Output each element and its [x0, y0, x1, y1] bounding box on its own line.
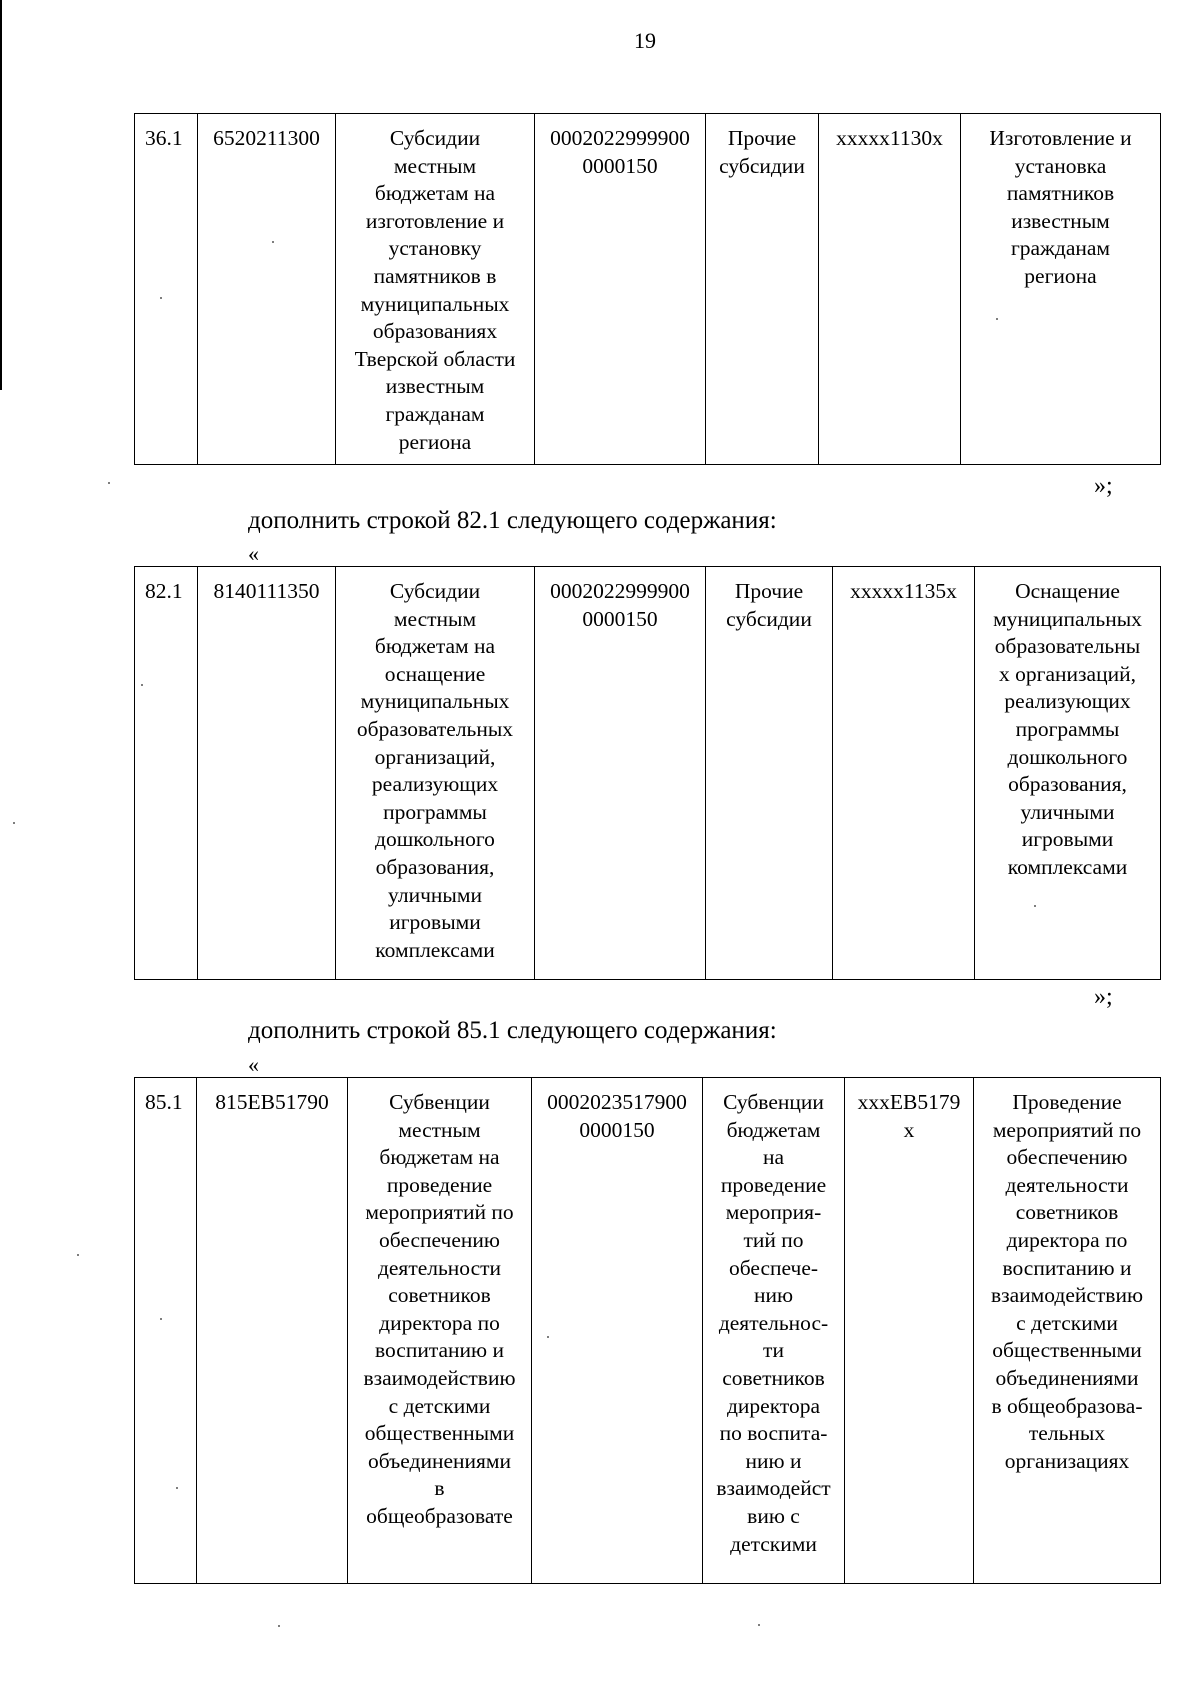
scan-speck [160, 297, 162, 299]
table-row [135, 114, 1161, 465]
row-number-cell: 85.1 [135, 1078, 197, 1584]
code-mask-cell: xxxEB5179 x [845, 1078, 974, 1584]
target-article-code-cell: 6520211300 [198, 114, 336, 465]
target-article-code-cell: 815EB51790 [197, 1078, 348, 1584]
scan-speck [160, 1318, 162, 1320]
table-row [135, 567, 1161, 980]
table-row [135, 1078, 1161, 1584]
instruction-text: дополнить строкой 85.1 следующего содержания: [248, 1017, 777, 1044]
opening-quote: « [248, 541, 259, 566]
income-name-cell: Субвенции бюджетам на проведение мероприя- тий по обеспече- нию деятельнос- ти советников директора по воспита- нию и взаимодейст вию с детскими [703, 1078, 845, 1584]
scan-speck [77, 1254, 79, 1256]
scan-speck [108, 482, 110, 484]
closing-quote: »; [1094, 473, 1113, 499]
scan-speck [176, 1487, 178, 1489]
closing-quote: »; [1094, 984, 1113, 1010]
row-number-cell: 36.1 [135, 114, 198, 465]
target-article-code-cell: 8140111350 [198, 567, 336, 980]
purpose-cell: Изготовление и установка памятников известным гражданам региона [961, 114, 1161, 465]
code-mask-cell: xxxxx1130x [819, 114, 961, 465]
income-code-cell: 0002022999900 0000150 [535, 567, 706, 980]
purpose-cell: Проведение мероприятий по обеспечению деятельности советников директора по воспитанию и взаимодействию с детскими общественными объединениями в общеобразова- тельных организациях [974, 1078, 1161, 1584]
row-number-cell: 82.1 [135, 567, 198, 980]
income-name-cell: Прочие субсидии [706, 567, 833, 980]
scan-speck [547, 1336, 549, 1338]
purpose-cell: Оснащение муниципальных образовательны х организаций, реализующих программы дошкольного образования, уличными игровыми комплексами [975, 567, 1161, 980]
scan-speck [758, 1624, 760, 1626]
scan-speck [141, 684, 143, 686]
target-article-name-cell: Субсидии местным бюджетам на оснащение муниципальных образовательных организаций, реализующих программы дошкольного образования, уличными игровыми комплексами [336, 567, 535, 980]
scan-speck [272, 241, 274, 243]
table-row-85-1 [134, 1077, 1161, 1584]
page-number: 19 [634, 28, 656, 53]
table-row-82-1 [134, 566, 1161, 980]
target-article-name-cell: Субсидии местным бюджетам на изготовление и установку памятников в муниципальных образованиях Тверской области известным гражданам региона [336, 114, 535, 465]
code-mask-cell: xxxxx1135x [833, 567, 975, 980]
income-code-cell: 0002022999900 0000150 [535, 114, 706, 465]
scan-speck [278, 1625, 280, 1627]
table-row-36-1 [134, 113, 1161, 465]
opening-quote: « [248, 1052, 259, 1077]
scan-speck [996, 318, 998, 320]
scan-speck [13, 822, 15, 824]
income-code-cell: 0002023517900 0000150 [532, 1078, 703, 1584]
left-margin-rule [0, 0, 2, 390]
income-name-cell: Прочие субсидии [706, 114, 819, 465]
scan-speck [1034, 905, 1036, 907]
instruction-text: дополнить строкой 82.1 следующего содержания: [248, 507, 777, 534]
target-article-name-cell: Субвенции местным бюджетам на проведение мероприятий по обеспечению деятельности советников директора по воспитанию и взаимодействию с детскими общественными объединениями в общеобразовате [348, 1078, 532, 1584]
